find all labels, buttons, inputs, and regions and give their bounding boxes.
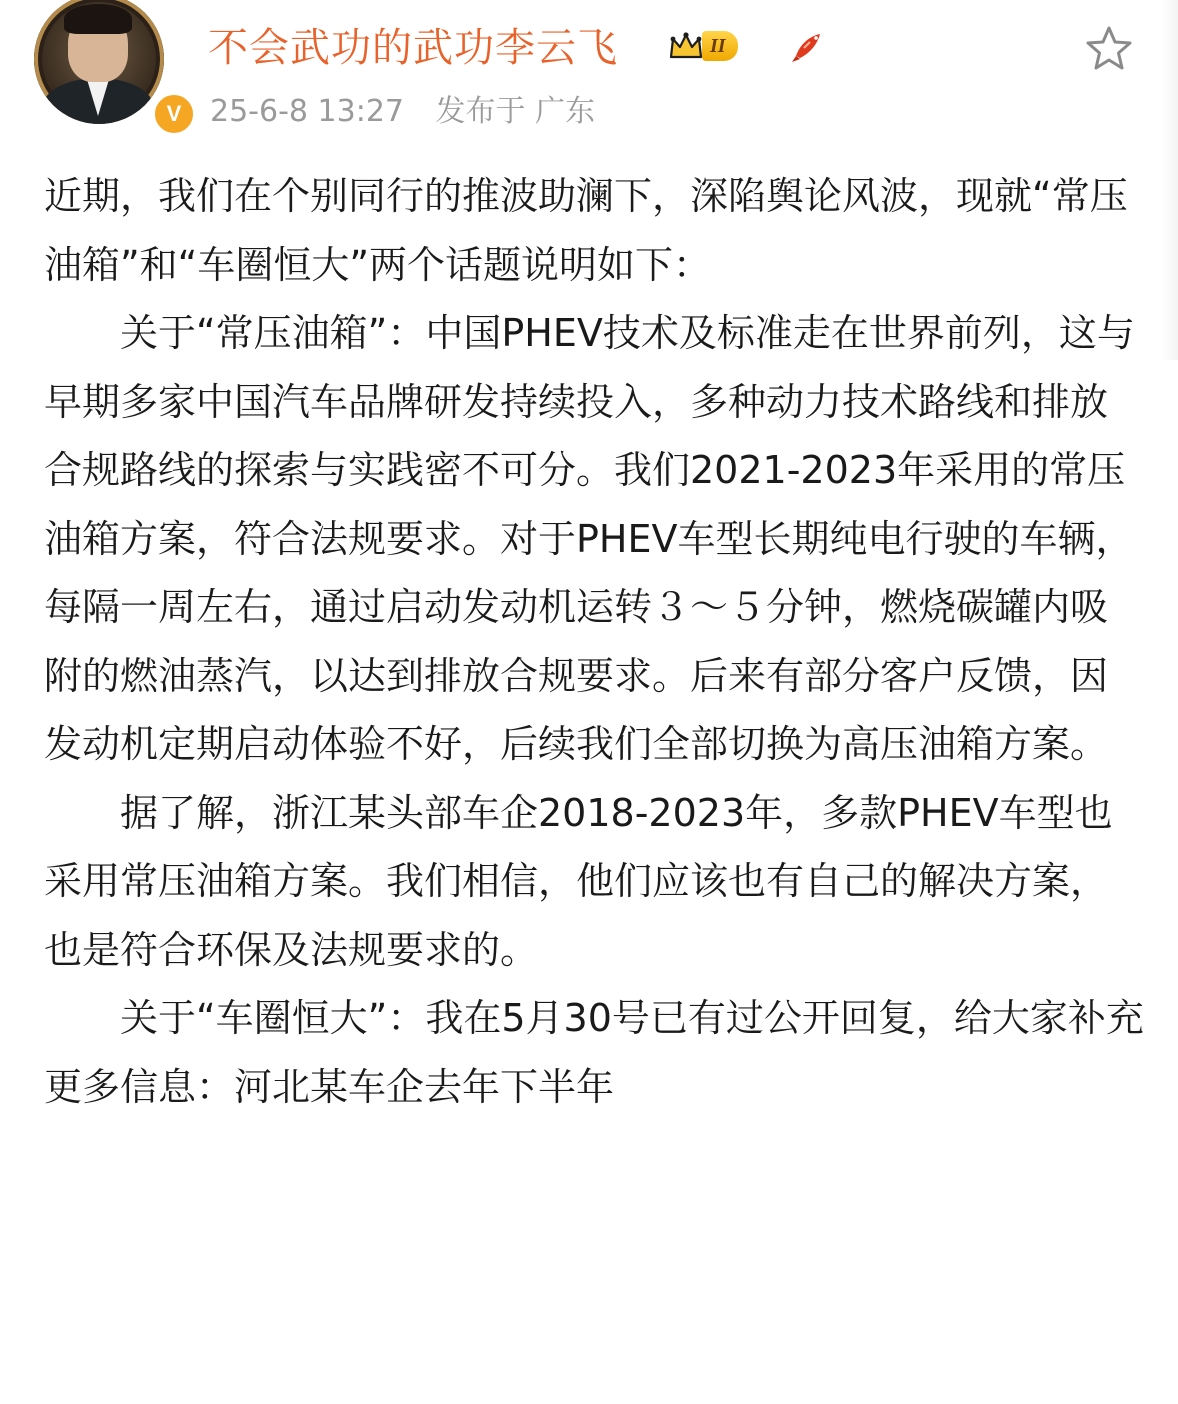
avatar-frame bbox=[34, 0, 164, 124]
verified-icon: V bbox=[152, 92, 196, 136]
crown-level-badge-icon[interactable] bbox=[668, 26, 738, 66]
post-header bbox=[0, 0, 1178, 150]
avatar[interactable] bbox=[28, 0, 182, 132]
paragraph-intro: 近期，我们在个别同行的推波助澜下，深陷舆论风波，现就“常压油箱”和“车圈恒大”两个话题说明如下： bbox=[44, 174, 1128, 287]
author-name[interactable]: 不会武功的武功李云飞 bbox=[208, 25, 618, 71]
post-location: 发布于 广东 bbox=[435, 94, 596, 129]
post-meta bbox=[210, 86, 595, 130]
post-body bbox=[44, 162, 1144, 1121]
post-time: 25-6-8 13:27 bbox=[210, 94, 404, 129]
level-badge: II bbox=[702, 31, 738, 61]
paragraph-evergrande: 关于“车圈恒大”：我在5月30号已有过公开回复，给大家补充更多信息：河北某车企去年下半年 bbox=[44, 996, 1144, 1109]
crown-icon bbox=[668, 31, 704, 61]
scrollbar-track bbox=[1162, 0, 1178, 360]
star-icon[interactable] bbox=[1082, 22, 1136, 76]
koi-icon bbox=[790, 28, 826, 64]
paragraph-fuel-tank: 关于“常压油箱”：中国PHEV技术及标准走在世界前列，这与早期多家中国汽车品牌研发持续投入，多种动力技术路线和排放合规路线的探索与实践密不可分。我们2021-2023年采用的常压油箱方案，符合法规要求。对于PHEV车型长期纯电行驶的车辆，每隔一周左右，通过启动发动机运转３～５分钟，燃烧碳罐内吸附的燃油蒸汽，以达到排放合规要求。后来有部分客户反馈，因发动机定期启动体验不好，后续我们全部切换为高压油箱方案。 bbox=[44, 311, 1135, 766]
paragraph-competitor: 据了解，浙江某头部车企2018-2023年，多款PHEV车型也采用常压油箱方案。我们相信，他们应该也有自己的解决方案，也是符合环保及法规要求的。 bbox=[44, 790, 1113, 972]
